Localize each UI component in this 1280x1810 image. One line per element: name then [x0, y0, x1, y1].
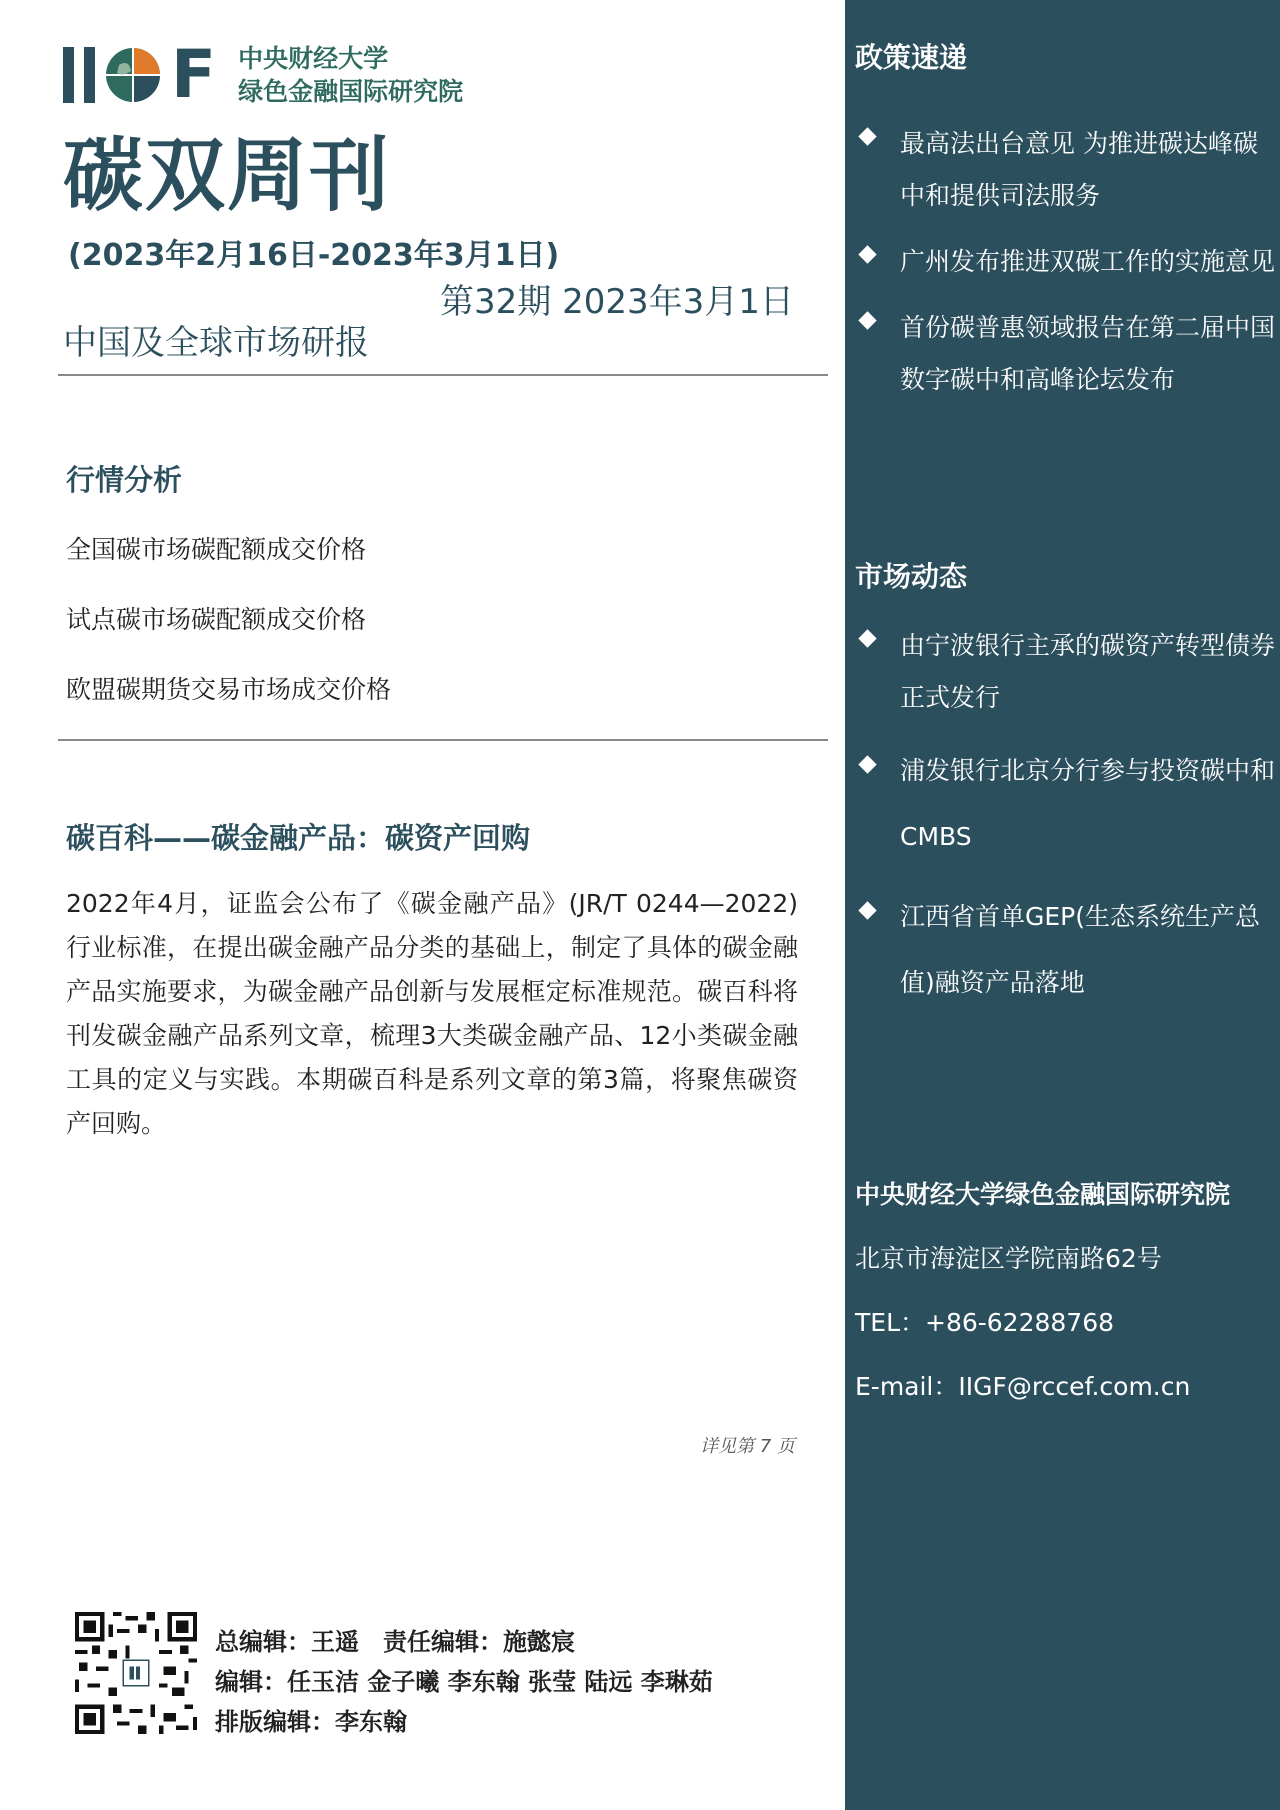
subtitle: 中国及全球市场研报: [63, 323, 369, 363]
contact-block: [855, 1172, 1230, 1428]
policy-list: [855, 118, 1275, 420]
baike-body: 2022年4月，证监会公布了《碳金融产品》(JR/T 0244—2022)行业标准，在提出碳金融产品分类的基础上，制定了具体的碳金融产品实施要求，为碳金融产品创新与发展框定标准规范。碳百科将刊发碳金融产品系列文章，梳理3大类碳金融产品、12小类碳金融工具的定义与实践。本期碳百科是系列文章的第3篇，将聚焦碳资产回购。: [66, 889, 798, 1138]
contact-email: E-mail：IIGF@rccef.com.cn: [855, 1372, 1191, 1401]
iigf-logo-mark: F: [63, 45, 216, 105]
list-item: 欧盟碳期货交易市场成交价格: [66, 675, 392, 704]
iigf-logo: [63, 36, 464, 113]
diamond-bullet-icon: [858, 127, 876, 145]
list-item: 最高法出台意见 为推进碳达峰碳中和提供司法服务: [855, 118, 1275, 222]
page-title: 碳双周刊: [63, 129, 391, 222]
contact-tel: TEL：+86-62288768: [855, 1308, 1115, 1337]
divider: [58, 374, 828, 376]
diamond-bullet-icon: [858, 245, 876, 263]
list-item: 首份碳普惠领域报告在第二届中国数字碳中和高峰论坛发布: [855, 302, 1275, 406]
market-analysis-list: [66, 530, 391, 740]
logo-line-1: 中央财经大学: [238, 44, 389, 73]
diamond-bullet-icon: [858, 901, 876, 919]
logo-text: [238, 42, 463, 108]
baike-title: 碳百科——碳金融产品：碳资产回购: [66, 821, 531, 855]
sidebar: [845, 0, 1280, 1810]
editor-line-3: 排版编辑：李东翰: [215, 1708, 407, 1736]
diamond-bullet-icon: [858, 629, 876, 647]
list-item: 江西省首单GEP(生态系统生产总值)融资产品落地: [855, 884, 1275, 1016]
qr-code-icon: [75, 1612, 197, 1734]
list-item: 浦发银行北京分行参与投资碳中和CMBS: [855, 738, 1275, 870]
see-page-note: 详见第 7 页: [700, 1436, 795, 1457]
diamond-bullet-icon: [858, 755, 876, 773]
market-news-title: 市场动态: [855, 560, 968, 593]
list-item: 全国碳市场碳配额成交价格: [66, 535, 367, 564]
date-range: (2023年2月16日-2023年3月1日): [68, 238, 560, 273]
globe-icon: [105, 47, 161, 103]
contact-address: 北京市海淀区学院南路62号: [855, 1244, 1162, 1273]
list-item: 广州发布推进双碳工作的实施意见: [855, 236, 1275, 288]
logo-line-2: 绿色金融国际研究院: [238, 77, 464, 106]
editor-line-2: 编辑：任玉洁 金子曦 李东翰 张莹 陆远 李琳茹: [215, 1668, 713, 1696]
market-analysis-title: 行情分析: [66, 463, 183, 497]
diamond-bullet-icon: [858, 311, 876, 329]
divider: [58, 739, 828, 741]
list-item: 由宁波银行主承的碳资产转型债券正式发行: [855, 620, 1275, 724]
contact-org: 中央财经大学绿色金融国际研究院: [855, 1180, 1231, 1209]
list-item: 试点碳市场碳配额成交价格: [66, 605, 367, 634]
editor-line-1: 总编辑：王遥 责任编辑：施懿宸: [215, 1628, 575, 1656]
issue-number: 第32期 2023年3月1日: [440, 282, 794, 322]
editor-credits: [215, 1622, 713, 1742]
market-news-list: [855, 620, 1275, 1030]
policy-title: 政策速递: [855, 41, 968, 74]
